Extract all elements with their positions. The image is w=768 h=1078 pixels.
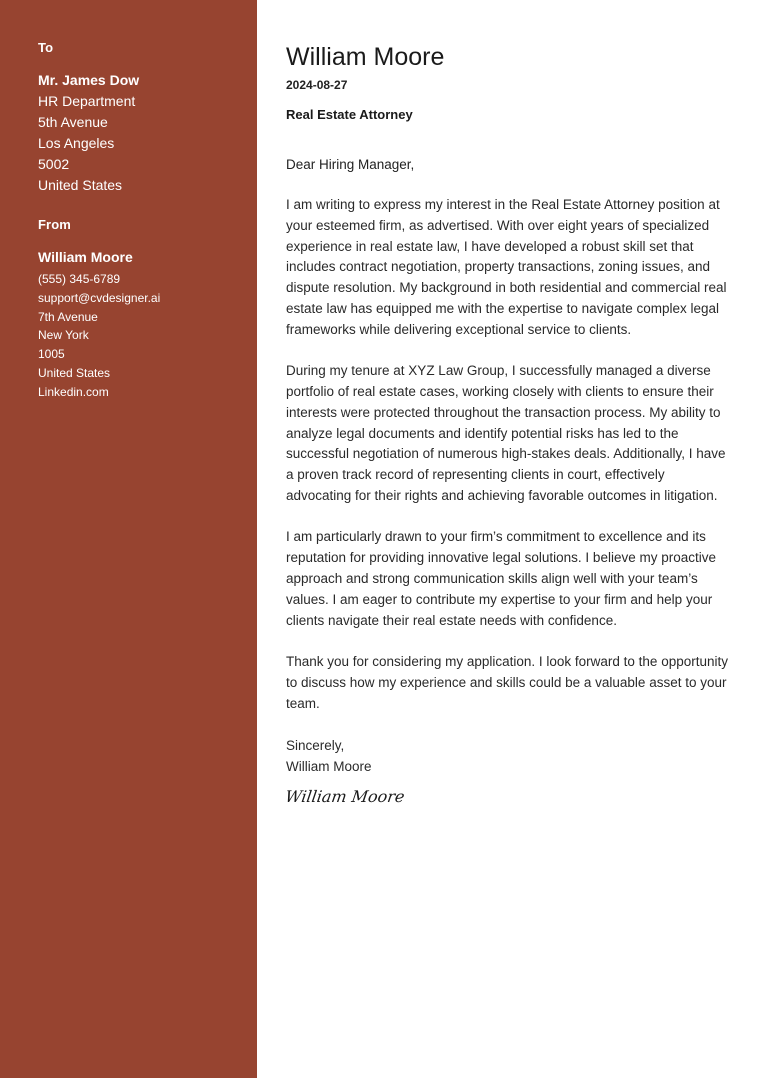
sender-email: support@cvdesigner.ai xyxy=(38,290,161,305)
letter-date: 2024-08-27 xyxy=(286,78,348,92)
letter-body xyxy=(257,0,768,1078)
letter-paragraph: Thank you for considering my application. I look forward to the opportunity to discuss how my experience and skills could be a valuable asset to your team. xyxy=(286,653,728,711)
sender-city: New York xyxy=(38,328,89,343)
letter-paragraph: I am writing to express my interest in the Real Estate Attorney position at your esteemed firm, as advertised. With over eight years of specialized experience in real estate law, I have developed a robust skill set that includes contract negotiation, property transactions, zoning issues, and dispute resolution. My background in both residential and commercial real estate law has equipped me with the expertise to navigate complex legal frameworks while delivering exceptional service to clients. xyxy=(286,197,727,337)
sender-street: 7th Avenue xyxy=(38,309,98,324)
sender-linkedin: Linkedin.com xyxy=(38,384,109,399)
sender-country: United States xyxy=(38,365,111,380)
recipient-street: 5th Avenue xyxy=(38,114,108,130)
signature-script: William Moore xyxy=(286,787,406,807)
letter-paragraph: I am particularly drawn to your firm’s commitment to excellence and its reputation for providing innovative legal solutions. I believe my proactive approach and strong communication skills align well with your team’s values. I am eager to contribute my expertise to your firm and help your clients navigate their real estate needs with confidence. xyxy=(286,529,716,628)
closing-name: William Moore xyxy=(286,759,372,775)
recipient-country: United States xyxy=(38,177,123,193)
sender-block xyxy=(38,217,257,402)
recipient-name: Mr. James Dow xyxy=(38,72,140,88)
sender-zip: 1005 xyxy=(38,347,65,362)
sender-name: William Moore xyxy=(38,249,133,265)
letter-paragraphs xyxy=(286,195,730,714)
recipient-city: Los Angeles xyxy=(38,135,115,151)
letter-paragraph: During my tenure at XYZ Law Group, I successfully managed a diverse portfolio of real estate cases, working closely with clients to ensure their interests were protected throughout the transaction process. My ability to analyze legal documents and identify potential risks has led to the successful negotiation of numerous high-stakes deals. Additionally, I have a proven track record of representing clients in court, effectively advocating for their rights and achieving favorable outcomes in litigation. xyxy=(286,363,726,503)
recipient-zip: 5002 xyxy=(38,156,70,172)
sender-phone: (555) 345-6789 xyxy=(38,272,121,286)
closing-phrase: Sincerely, xyxy=(286,738,345,754)
sender-heading: From xyxy=(38,217,71,232)
handwritten-signature xyxy=(286,785,416,809)
signature-image xyxy=(286,785,730,814)
recipient-department: HR Department xyxy=(38,93,136,109)
letter-author-name: William Moore xyxy=(286,43,445,71)
recipient-heading: To xyxy=(38,40,54,55)
salutation: Dear Hiring Manager, xyxy=(286,157,415,172)
closing-block xyxy=(286,735,730,777)
recipient-block xyxy=(38,40,257,196)
job-title: Real Estate Attorney xyxy=(286,107,413,122)
sidebar xyxy=(0,0,257,1078)
